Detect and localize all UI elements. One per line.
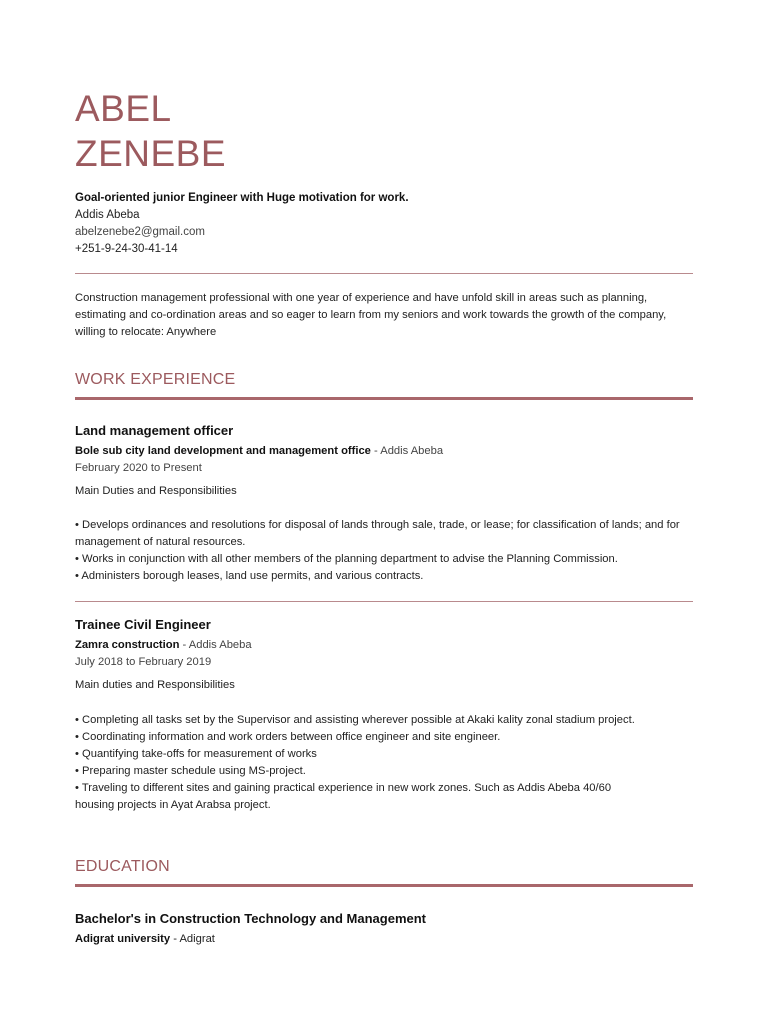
list-item: housing projects in Ayat Arabsa project. <box>75 799 271 811</box>
list-item: • Quantifying take-offs for measurement of works <box>75 748 317 760</box>
education-rule <box>75 884 693 887</box>
job-employer-2 <box>75 639 252 651</box>
contact-email: abelzenebe2@gmail.com <box>75 226 205 238</box>
job-dates-1: February 2020 to Present <box>75 462 202 474</box>
job-duties-heading-2: Main duties and Responsibilities <box>75 679 235 691</box>
list-item: • Develops ordinances and resolutions for disposal of lands through sale, trade, or lease; for classification of lands; and for management of natural resources. <box>75 519 680 548</box>
job-employer-1 <box>75 445 443 457</box>
job-duties-list-2 <box>75 712 693 814</box>
job-employer-name-1: Bole sub city land development and management office <box>75 445 371 457</box>
list-item: • Administers borough leases, land use permits, and various contracts. <box>75 570 424 582</box>
school-location: - Adigrat <box>170 933 215 945</box>
job-duties-heading-1: Main Duties and Responsibilities <box>75 485 237 497</box>
job-location-2: - Addis Abeba <box>179 639 252 651</box>
list-item: • Works in conjunction with all other members of the planning department to advise the Planning Commission. <box>75 553 618 565</box>
summary-text: Construction management professional with one year of experience and have unfold skill in areas such as planning, estimating and co-ordination areas and so eager to learn from my seniors and work towards the growth of the company, willing to relocate: Anywhere <box>75 292 667 338</box>
first-name: ABEL <box>75 88 172 129</box>
job-employer-name-2: Zamra construction <box>75 639 180 651</box>
degree-title: Bachelor's in Construction Technology and Management <box>75 911 426 926</box>
contact-city: Addis Abeba <box>75 209 140 221</box>
job-divider <box>75 601 693 602</box>
list-item: • Completing all tasks set by the Supervisor and assisting wherever possible at Akaki kality zonal stadium project. <box>75 714 635 726</box>
last-name: ZENEBE <box>75 133 227 174</box>
list-item: • Preparing master schedule using MS-project. <box>75 765 306 777</box>
candidate-name <box>75 86 226 176</box>
tagline: Goal-oriented junior Engineer with Huge motivation for work. <box>75 192 409 204</box>
contact-phone: +251-9-24-30-41-14 <box>75 243 178 255</box>
job-location-1: - Addis Abeba <box>370 445 444 457</box>
job-title-2: Trainee Civil Engineer <box>75 617 211 632</box>
work-experience-rule <box>75 397 693 400</box>
school-name: Adigrat university <box>75 933 171 945</box>
job-dates-2: July 2018 to February 2019 <box>75 656 212 668</box>
school <box>75 933 215 945</box>
work-experience-heading: WORK EXPERIENCE <box>75 371 236 388</box>
job-title-1: Land management officer <box>75 423 234 438</box>
list-item: • Coordinating information and work orders between office engineer and site engineer. <box>75 731 501 743</box>
header-divider <box>75 273 693 274</box>
list-item: • Traveling to different sites and gaining practical experience in new work zones. Such as Addis Abeba 40/60 <box>75 782 612 794</box>
job-duties-list-1 <box>75 517 693 585</box>
education-heading: EDUCATION <box>75 858 170 875</box>
